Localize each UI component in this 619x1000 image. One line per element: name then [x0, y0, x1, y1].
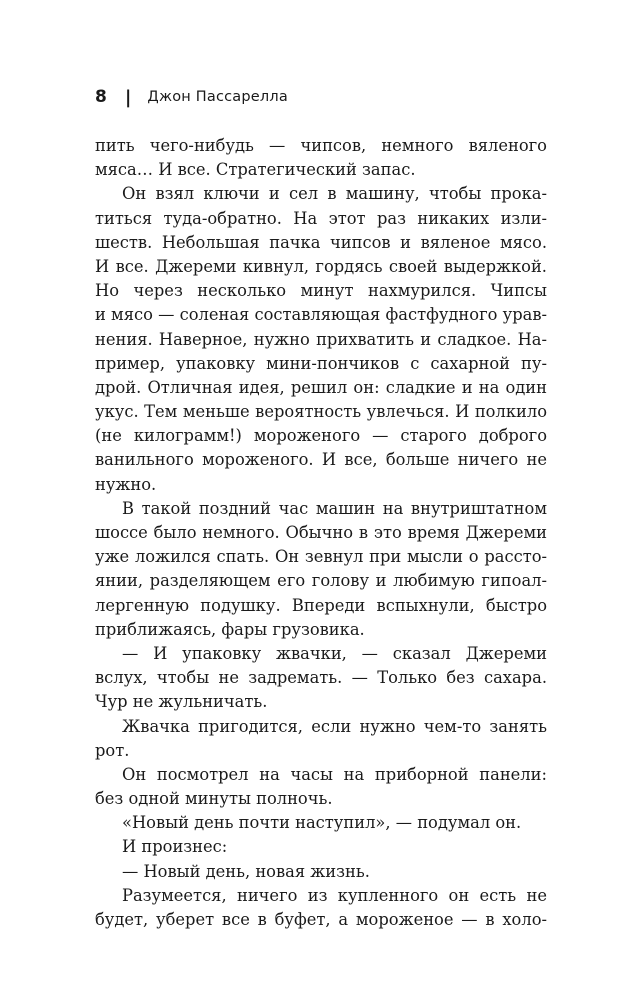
running-head: [95, 85, 288, 109]
paragraph-start-line: Он взял ключи и сел в машину, чтобы прока-: [122, 184, 547, 204]
text-line: Но через несколько минут нахмурился. Чипсы: [95, 281, 547, 301]
text-line: Чур не жульничать.: [95, 692, 268, 712]
text-line: титься туда-обратно. На этот раз никаких изли-: [95, 208, 547, 228]
text-line: ванильного мороженого. И все, больше ничего не: [95, 450, 547, 470]
text-line: пример, упаковку мини-пончиков с сахарной пу-: [95, 353, 547, 373]
text-line: лергенную подушку. Впереди вспыхнули, быстро: [95, 595, 547, 615]
paragraph-start-line: В такой поздний час машин на внутриштатном: [122, 498, 547, 518]
text-line: (не килограмм!) мороженого — старого доброго: [95, 426, 547, 446]
text-line: дрой. Отличная идея, решил он: сладкие и на один: [95, 377, 547, 397]
text-line: укус. Тем меньше вероятность увлечься. И полкило: [95, 402, 547, 422]
text-line: мяса… И все. Стратегический запас.: [95, 160, 416, 180]
header-separator: |: [124, 86, 132, 108]
text-line: янии, разделяющем его голову и любимую гипоал-: [95, 571, 547, 591]
text-line: уже ложился спать. Он зевнул при мысли о рассто-: [95, 547, 547, 567]
paragraph-start-line: «Новый день почти наступил», — подумал он.: [122, 813, 522, 833]
paragraph-start-line: Жвачка пригодится, если нужно чем-то занять: [122, 716, 547, 736]
text-line: пить чего-нибудь — чипсов, немного вяленого: [95, 136, 547, 155]
paragraph-start-line: И произнес:: [122, 837, 228, 857]
page-number: 8: [95, 87, 107, 107]
text-line: шеств. Небольшая пачка чипсов и вяленое мясо.: [95, 232, 547, 252]
paragraph-start-line: Он посмотрел на часы на приборной панели:: [122, 764, 547, 784]
text-line: рот.: [95, 740, 130, 760]
text-line: нужно.: [95, 474, 157, 494]
author-name: Джон Пассарелла: [147, 89, 288, 105]
text-line: и мясо — соленая составляющая фастфудного урав-: [95, 305, 547, 325]
paragraph-start-line: — И упаковку жвачки, — сказал Джереми: [122, 643, 547, 663]
text-line: будет, уберет все в буфет, а мороженое — в холо-: [95, 910, 547, 929]
text-line: нения. Наверное, нужно прихватить и сладкое. На-: [95, 329, 547, 349]
text-line: И все. Джереми кивнул, гордясь своей выдержкой.: [95, 256, 547, 276]
paragraph-start-line: Разумеется, ничего из купленного он есть не: [122, 885, 547, 905]
text-line: приближаясь, фары грузовика.: [95, 619, 365, 639]
text-line: без одной минуты полночь.: [95, 789, 333, 809]
text-line: шоссе было немного. Обычно в это время Джереми: [95, 523, 547, 542]
body-text: [95, 134, 547, 932]
text-line: вслух, чтобы не задремать. — Только без сахара.: [95, 668, 547, 688]
paragraph-start-line: — Новый день, новая жизнь.: [122, 861, 370, 881]
